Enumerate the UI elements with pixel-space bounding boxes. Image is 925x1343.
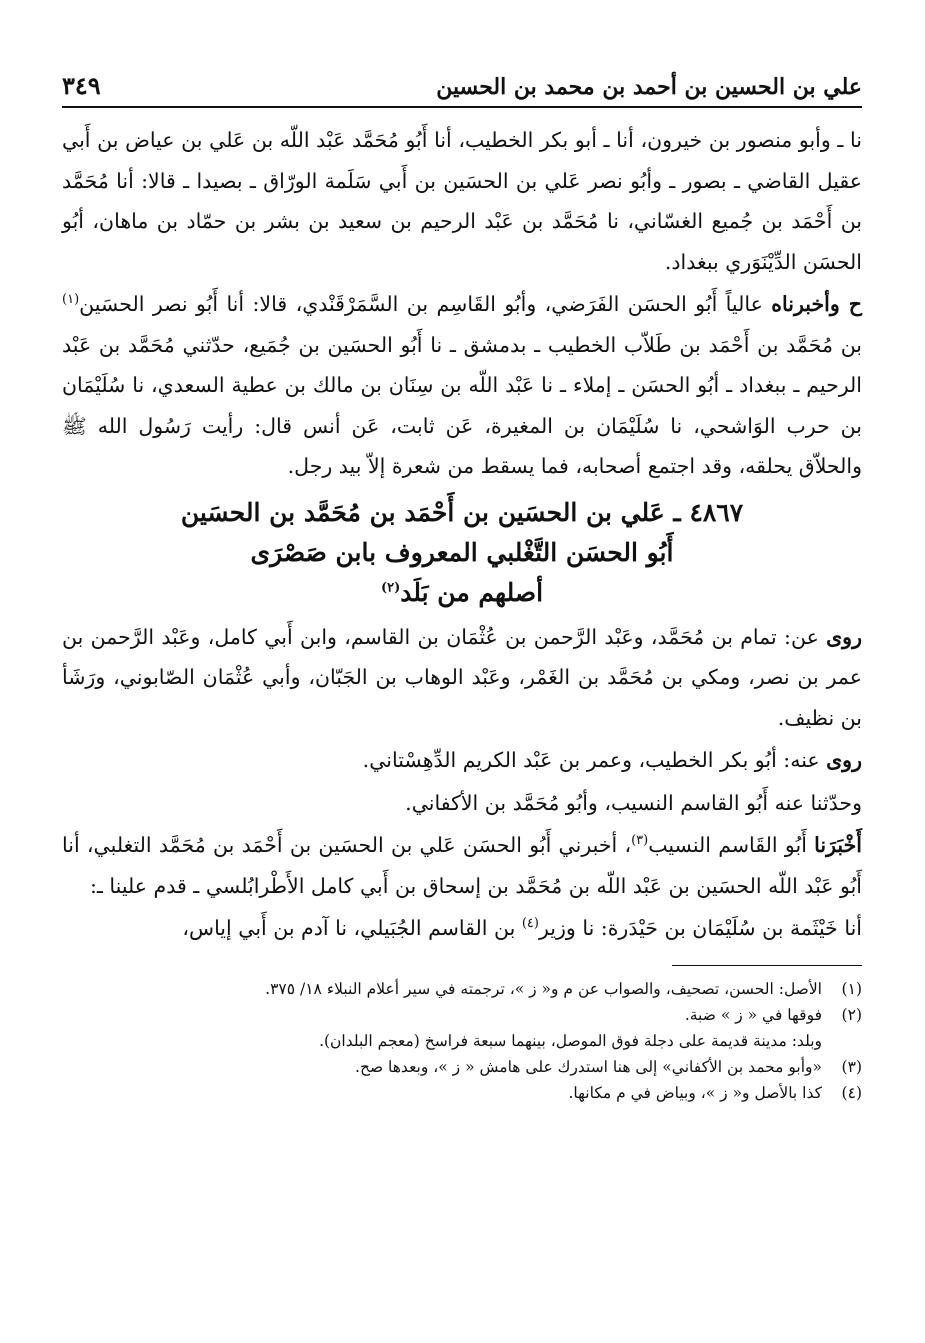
page-number: ٣٤٩ [62, 71, 101, 100]
footnote-item [62, 1002, 862, 1028]
footnote-item [62, 976, 862, 1002]
paragraph-isnad-1 [62, 120, 862, 282]
biography-entry-heading [62, 493, 862, 613]
running-title: علي بن الحسين بن أحمد بن محمد بن الحسين [436, 74, 862, 100]
footnote-item [62, 1028, 862, 1054]
footnotes [62, 976, 862, 1106]
paragraph-isnad-4 [62, 908, 862, 949]
paragraph-reported-to-us [62, 783, 862, 824]
paragraph-isnad-2 [62, 284, 862, 487]
paragraph-text: أَبُو القَاسم النسيب [648, 833, 815, 857]
footnote-text: «وأبو محمد بن الأكفاني» إلى هنا استدرك على هامش « ز »، وبعدها صح. [355, 1057, 822, 1076]
entry-heading-line-3 [62, 573, 862, 613]
paragraph-text: نا ـ وأبو منصور بن خيرون، أنا ـ أبو بكر الخطيب، أنا أَبُو مُحَمَّد عَبْد اللّه بن عَلي بن عياض بن أَبي عقيل القاضي ـ بصور ـ وأبُو نصر عَلي بن الحسَين بن أَبي سَلَمة الورّاق ـ بصيدا ـ قالا: أنا مُحَمَّد بن أَحْمَد بن جُميع الغسّاني، نا مُحَمَّد بن عَبْد الرحيم بن سعيد بن بشر بن حمّاد بن ماهان، أبُو الحسَن الدِّيْنَوَري ببغداد. [62, 128, 862, 274]
paragraph-lead: روى [826, 748, 862, 772]
footnote-ref-1: (١) [62, 292, 80, 308]
book-page [62, 60, 862, 1320]
paragraph-text: عن: تمام بن مُحَمَّد، وعَبْد الرَّحمن بن عُثْمَان بن القاسم، وابن أَبي كامل، وعَبْد الرَّحمن بن عمر بن نصر، ومكي بن مُحَمَّد بن الغَمْر، وعَبْد الوهاب بن الجَبّان، وأبي عُثْمَان الصّابوني، ورَشَأ بن نظيف. [62, 624, 862, 730]
footnote-text: فوقها في « ز » ضبة. [684, 1005, 822, 1024]
entry-heading-line-1: ٤٨٦٧ ـ عَلي بن الحسَين بن أَحْمَد بن مُحَمَّد بن الحسَين [180, 497, 744, 527]
paragraph-lead: أَخْبَرَنا [814, 833, 862, 857]
footnote-text: كذا بالأصل و« ز »، وبياض في م مكانها. [568, 1083, 822, 1102]
footnote-text: وبلد: مدينة قديمة على دجلة فوق الموصل، بينهما سبعة فراسخ (معجم البلدان). [319, 1031, 822, 1050]
paragraph-lead: روى [826, 624, 862, 649]
footnote-item [62, 1054, 862, 1080]
footnote-ref-2: (٢) [380, 580, 401, 596]
footnote-number: (٢) [841, 1005, 862, 1024]
footnote-number: (٣) [841, 1057, 862, 1076]
body-text [62, 120, 862, 949]
paragraph-text: ، أخبرني أَبُو الحسَن عَلي بن الحسَين بن أَحْمَد بن مُحَمَّد التغلبي، أنا أَبُو عَبْد اللّه الحسَين بن عَبْد اللّه بن مُحَمَّد بن إسحاق بن أَبي كامل الأَطْرابُلسي ـ قدم علينا ـ: [62, 833, 862, 898]
paragraph-text: بن القاسم الجُبَيلي، نا آدم بن أَبي إياس، [182, 916, 522, 940]
footnote-text: الأصل: الحسن، تصحيف، والصواب عن م و« ز »، ترجمته في سير أعلام النبلاء ١٨/ ٣٧٥. [265, 979, 822, 998]
footnote-ref-4: (٤) [521, 916, 539, 932]
footnote-number: (٤) [841, 1083, 862, 1102]
entry-heading-line-2: أَبُو الحسَن التَّغْلبي المعروف بابن صَصْرَى [250, 537, 674, 567]
entry-heading-line-3-text: أصلهم من بَلَد [400, 577, 544, 607]
footnote-separator [672, 965, 862, 966]
paragraph-text: وحدّثنا عنه أَبُو القاسم النسيب، وأبُو مُحَمَّد بن الأكفاني. [405, 790, 862, 815]
footnote-item [62, 1080, 862, 1106]
paragraph-text: أنا خَيْثَمة بن سُلَيْمَان بن حَيْدَرة: نا وزير [538, 916, 862, 940]
paragraph-narrated-from [62, 617, 862, 739]
paragraph-text: بن مُحَمَّد بن أَحْمَد بن طَلاّب الخطيب ـ بدمشق ـ نا أَبُو الحسَين بن جُمَيع، حدّثني مُحَمَّد بن عَبْد الرحيم ـ ببغداد ـ أبُو الحسَن ـ إملاء ـ نا عَبْد اللّه بن سِنَان بن مالك بن عطية السعدي، نا سُلَيْمَان بن حرب الوَاشحي، نا سُلَيْمَان بن المغيرة، عَن ثابت، عَن أنس قال: رأيت رَسُول الله ﷺ والحلاّق يحلقه، وقد اجتمع أصحابه، فما يسقط من شعرة إلاّ بيد رجل. [62, 332, 862, 478]
footnote-number: (١) [841, 979, 862, 998]
running-header [62, 60, 862, 108]
paragraph-text: عنه: أبُو بكر الخطيب، وعمر بن عَبْد الكريم الدِّهِسْتاني. [362, 748, 827, 772]
paragraph-narrated-by [62, 740, 862, 781]
paragraph-isnad-3 [62, 825, 862, 906]
footnote-ref-3: (٣) [631, 833, 649, 849]
paragraph-text: عالياً أَبُو الحسَن الفَرَضي، وأبُو القَاسِم بن السَّمَرْقَنْدي، قالا: أنا أَبُو نصر الحسَين [79, 292, 772, 316]
paragraph-lead: ح وأخبرناه [771, 292, 862, 316]
